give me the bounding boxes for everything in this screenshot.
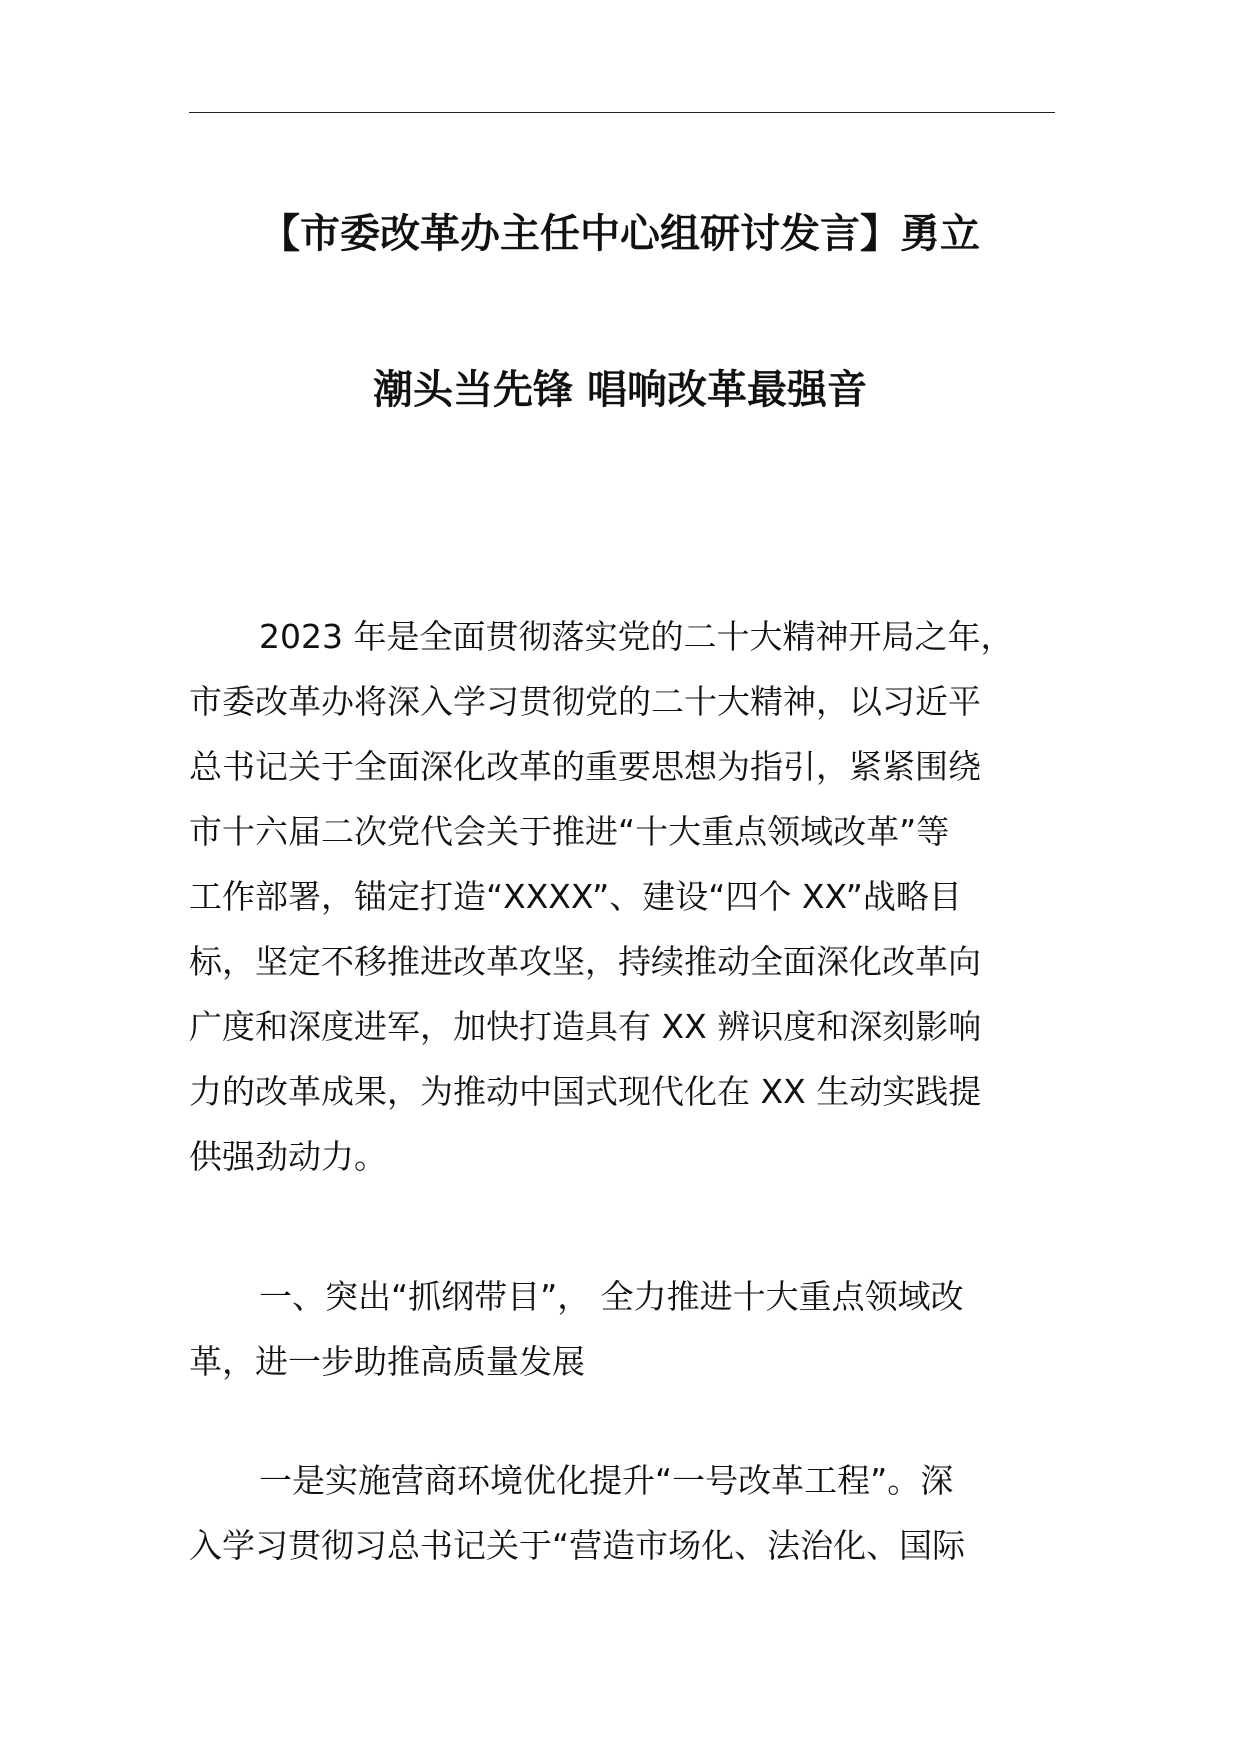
heading-line: 革，进一步助推高质量发展 bbox=[189, 1342, 585, 1381]
paragraph-line: 广度和深度进军，加快打造具有 XX 辨识度和深刻影响 bbox=[189, 1007, 982, 1046]
paragraph-line: 力的改革成果，为推动中国式现代化在 XX 生动实践提 bbox=[189, 1072, 982, 1111]
paragraph-line: 标，坚定不移推进改革攻坚，持续推动全面深化改革向 bbox=[189, 942, 981, 981]
heading-line: 一、突出“抓纲带目”， 全力推进十大重点领域改 bbox=[259, 1277, 964, 1316]
paragraph-line: 总书记关于全面深化改革的重要思想为指引，紧紧围绕 bbox=[189, 747, 981, 786]
paragraph-line: 市十六届二次党代会关于推进“十大重点领域改革”等 bbox=[189, 812, 950, 851]
paragraph-line: 工作部署，锚定打造“XXXX”、建设“四个 XX”战略目 bbox=[189, 877, 962, 916]
document-title-line-1: 【市委改革办主任中心组研讨发言】勇立 bbox=[260, 211, 980, 257]
document-title-line-2: 潮头当先锋 唱响改革最强音 bbox=[373, 367, 867, 413]
header-divider bbox=[189, 112, 1055, 113]
paragraph-intro bbox=[189, 604, 1069, 1189]
paragraph-point-1 bbox=[189, 1448, 1069, 1578]
paragraph-line: 市委改革办将深入学习贯彻党的二十大精神，以习近平 bbox=[189, 682, 981, 721]
section-heading-1 bbox=[189, 1264, 1069, 1394]
paragraph-line: 2023 年是全面贯彻落实党的二十大精神开局之年， bbox=[259, 617, 1014, 656]
paragraph-line: 一是实施营商环境优化提升“一号改革工程”。深 bbox=[259, 1461, 954, 1500]
paragraph-line: 供强劲动力。 bbox=[189, 1137, 387, 1176]
paragraph-line: 入学习贯彻习总书记关于“营造市场化、法治化、国际 bbox=[189, 1526, 966, 1565]
